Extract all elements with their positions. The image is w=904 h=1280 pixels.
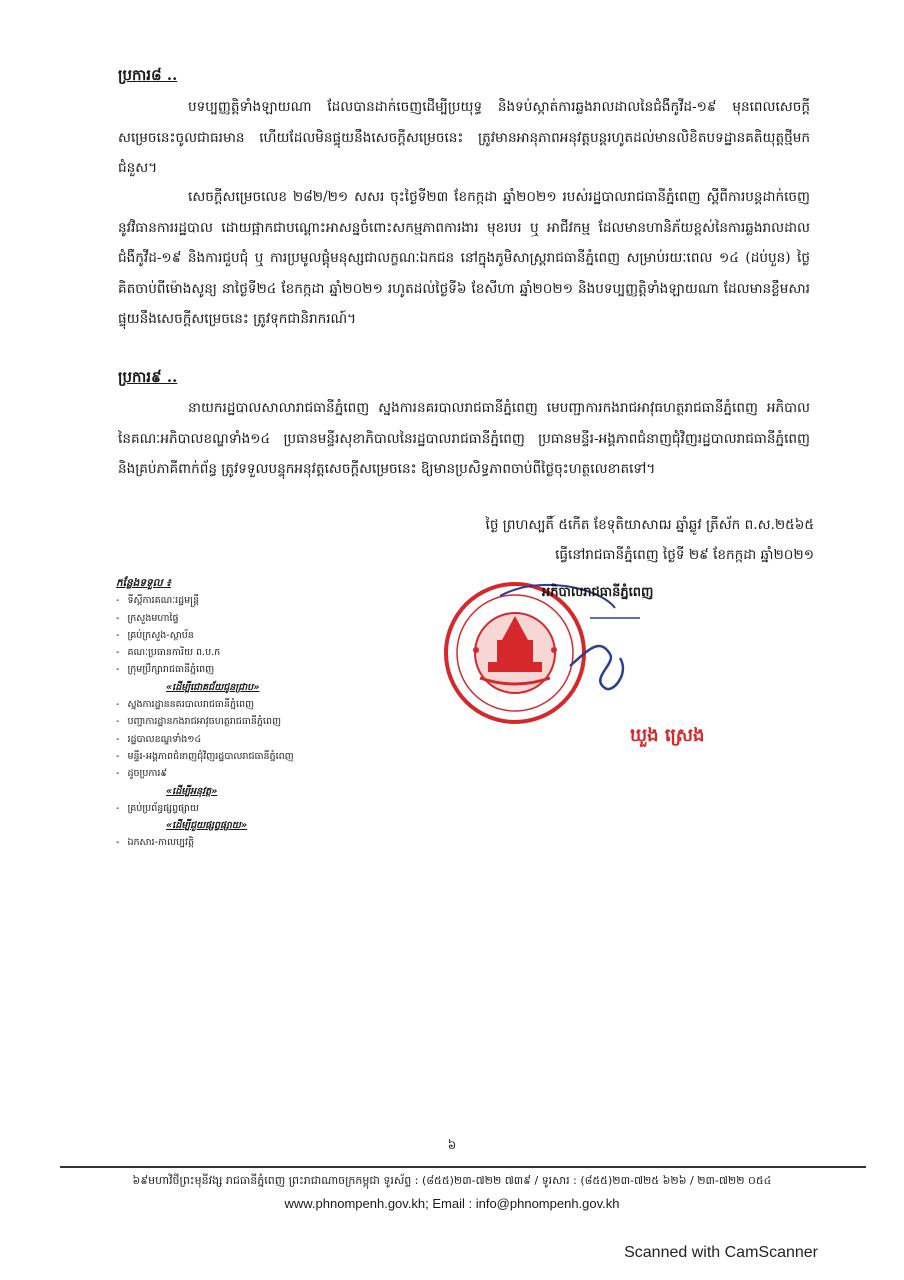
list-item: - គ្រប់ប្រព័ន្ធផ្សព្វផ្សាយ bbox=[116, 800, 376, 817]
lunar-date-line: ថ្ងៃ ព្រហស្បតិ៍ ៥កើត ខែទុតិយាសាឍ ឆ្នាំឆ្លូវ ត្រីស័ក ព.ស.២៥៦៥ bbox=[485, 517, 814, 533]
recipients-title: កន្លែងទទួល ៖ bbox=[116, 577, 171, 589]
list-item: - រដ្ឋបាលខណ្ឌទាំង១៤ bbox=[116, 731, 376, 748]
list-item: - ទីស្តីការគណៈរដ្ឋមន្ត្រី bbox=[116, 592, 376, 609]
seal-caption: អភិបាលរាជធានីភ្នំពេញ bbox=[542, 585, 654, 600]
list-item: - ក្រសួងមហាផ្ទៃ bbox=[116, 610, 376, 627]
recipients-list bbox=[116, 575, 376, 852]
article-9-paragraph: នាយករដ្ឋបាលសាលារាជធានីភ្នំពេញ ស្នងការនគរបាលរាជធានីភ្នំពេញ មេបញ្ជាការកងរាជអាវុធហត្ថរាជធានីភ្នំពេញ អភិបាល នៃគណៈអភិបាលខណ្ឌទាំង១៤ ប្រធានមន្ទីរសុខាភិបាលនៃរដ្ឋបាលរាជធានីភ្នំពេញ ប្រធានមន្ទីរ-អង្គភាពជំនាញជុំវិញរដ្ឋបាលរាជធានីភ្នំពេញ និងគ្រប់ភាគីពាក់ព័ន្ធ ត្រូវទទួលបន្ទុកអនុវត្តសេចក្តីសម្រេចនេះ ឱ្យមានប្រសិទ្ធភាពចាប់ពីថ្ងៃចុះហត្ថលេខាតទៅ។ bbox=[118, 400, 810, 477]
list-item: - ដូចប្រការ៩ bbox=[116, 765, 376, 782]
list-item: - គ្រប់ក្រសួង-ស្ថាប័ន bbox=[116, 627, 376, 644]
list-item: - ឯកសារ-កាលប្បវត្តិ bbox=[116, 834, 376, 851]
article-9-heading: ប្រការ៩ .. bbox=[118, 368, 178, 386]
article-8-paragraph-1: បទប្បញ្ញត្តិទាំងឡាយណា ដែលបានដាក់ចេញដើម្បីប្រយុទ្ធ និងទប់ស្កាត់ការឆ្លងរាលដាលនៃជំងឺកូវីដ-១៩ មុនពេលសេចក្តីសម្រេចនេះចូលជាធរមាន ហើយដែលមិនផ្ទុយនឹងសេចក្តីសម្រេចនេះ ត្រូវមានអានុភាពអនុវត្តបន្តរហូតដល់មានលិខិតបទដ្ឋានគតិយុត្តថ្មីមកជំនួស។ bbox=[118, 99, 810, 176]
recipients-group-label: «ដើម្បីអនុវត្ត» bbox=[166, 785, 218, 797]
list-item: - ក្រុមប្រឹក្សារាជធានីភ្នំពេញ bbox=[116, 661, 376, 678]
footer-divider bbox=[60, 1166, 866, 1168]
list-item: - មន្ទីរ-អង្គភាពជំនាញជុំវិញរដ្ឋបាលរាជធានីភ្នំពេញ bbox=[116, 748, 376, 765]
list-item: - ស្នងការដ្ឋាននគរបាលរាជធានីភ្នំពេញ bbox=[116, 696, 376, 713]
list-item: - គណៈប្រធានការិយ ព.ប.ក bbox=[116, 644, 376, 661]
article-8-heading: ប្រការ៨ .. bbox=[118, 66, 178, 84]
list-item: - បញ្ជាការដ្ឋានកងរាជអាវុធហត្ថរាជធានីភ្នំពេញ bbox=[116, 713, 376, 730]
signer-name: ឃួង ស្រេង bbox=[630, 725, 705, 746]
footer-address: ៦៩មហាវិថីព្រះមុនីវង្ស រាជធានីភ្នំពេញ ព្រះរាជាណាចក្រកម្ពុជា ទូរស័ព្ទ : (៨៥៥)២៣-៧២២ ៧៣៩ / ទូរសារ : (៨៥៥)២៣-៧២៥ ៦២៦ / ២៣-៧២២ ០៥៤ bbox=[132, 1174, 772, 1187]
page-number: ៦ bbox=[447, 1138, 457, 1152]
recipients-group-label: «ដើម្បីជោគជ័យជូនជ្រាប» bbox=[166, 681, 260, 693]
scanner-watermark: Scanned with CamScanner bbox=[624, 1244, 818, 1261]
solar-date-line: ធ្វើនៅរាជធានីភ្នំពេញ ថ្ងៃទី ២៩ ខែកក្កដា ឆ្នាំ២០២១ bbox=[555, 547, 814, 563]
article-8-paragraph-2: សេចក្តីសម្រេចលេខ ២៨២/២១ សសរ ចុះថ្ងៃទី២៣ ខែកក្កដា ឆ្នាំ២០២១ របស់រដ្ឋបាលរាជធានីភ្នំពេញ ស្តីពីការបន្តដាក់ចេញនូវវិធានការរដ្ឋបាល ដោយផ្អាកជាបណ្តោះអាសន្នចំពោះសកម្មភាពការងារ មុខរបរ ឬ អាជីវកម្ម ដែលមានហានិភ័យខ្ពស់នៃការឆ្លងរាលដាលជំងឺកូវីដ-១៩ និងការជួបជុំ ឬ ការប្រមូលផ្តុំមនុស្សជាលក្ខណៈឯកជន នៅក្នុងភូមិសាស្ត្ររាជធានីភ្នំពេញ សម្រាប់រយៈពេល ១៤ (ដប់បួន) ថ្ងៃ គិតចាប់ពីម៉ោងសូន្យ នាថ្ងៃទី២៤ ខែកក្កដា ឆ្នាំ២០២១ រហូតដល់ថ្ងៃទី៦ ខែសីហា ឆ្នាំ២០២១ និងបទប្បញ្ញត្តិទាំងឡាយណា ដែលមានខ្លឹមសារផ្ទុយនឹងសេចក្តីសម្រេចនេះ ត្រូវទុកជានិរាករណ៍។ bbox=[118, 189, 810, 327]
footer-contact: www.phnompenh.gov.kh; Email : info@phnompenh.gov.kh bbox=[284, 1196, 620, 1211]
recipients-group-label: «ដើម្បីជួយផ្សព្វផ្សាយ» bbox=[166, 820, 248, 832]
